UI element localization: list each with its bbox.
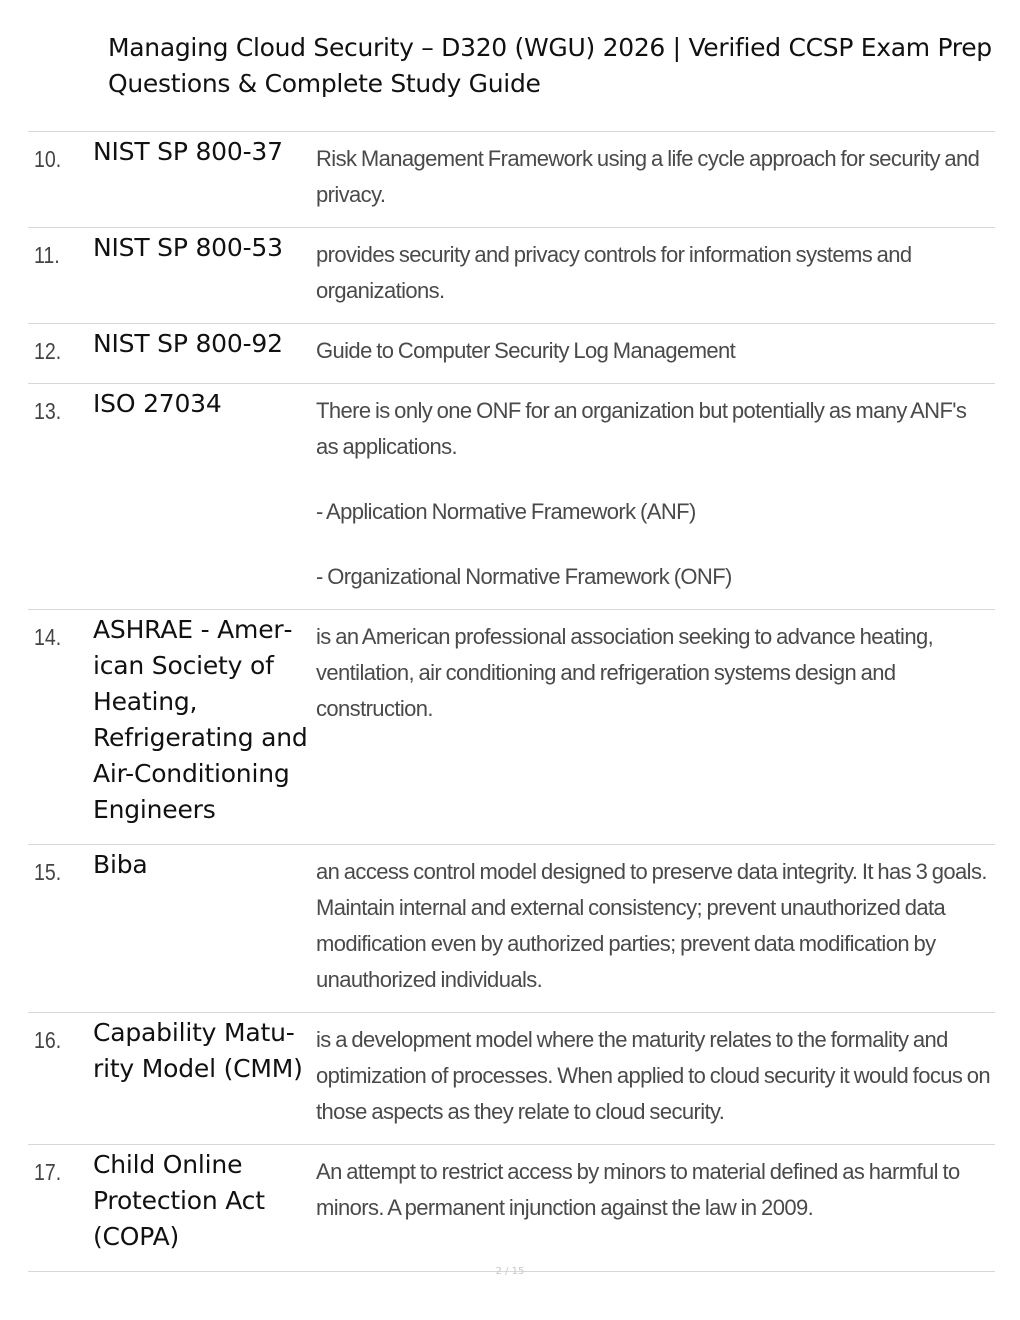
definition	[316, 384, 995, 609]
definition	[316, 610, 995, 844]
definition	[316, 228, 995, 323]
definition	[316, 845, 995, 1012]
row-number: 16.	[33, 1027, 62, 1053]
table-row	[28, 610, 995, 845]
definition-text: There is only one ONF for an organization but potentially as many ANF's as applications.	[316, 398, 967, 459]
flashcard-table	[28, 131, 995, 1272]
definition	[316, 1145, 995, 1271]
table-row	[28, 132, 995, 228]
row-number: 12.	[33, 338, 62, 364]
row-number: 10.	[33, 146, 62, 172]
definition-text: - Application Normative Framework (ANF)	[316, 499, 696, 524]
table-row	[28, 845, 995, 1013]
definition	[316, 132, 995, 227]
term: ASHRAE - American Society of Heating, Refrigerating and Air-Conditioning Engineers	[93, 615, 308, 824]
definition	[316, 324, 995, 383]
definition	[316, 1013, 995, 1144]
table-row	[28, 1013, 995, 1145]
row-number: 11.	[33, 242, 60, 268]
table-row	[28, 1145, 995, 1272]
table-row	[28, 228, 995, 324]
term: NIST SP 800-53	[93, 233, 283, 262]
definition-text: An attempt to restrict access by minors to material defined as harmful to minors. A permanent injunction against the law in 2009.	[316, 1159, 960, 1220]
definition-text: is a development model where the maturity relates to the formality and optimization of processes. When applied to cloud security it would focus on those aspects as they relate to cloud security.	[316, 1027, 991, 1124]
page-number: 2 / 15	[495, 1266, 525, 1277]
definition-text: is an American professional association seeking to advance heating, ventilation, air conditioning and refrigeration systems design and construction.	[316, 624, 934, 721]
term: NIST SP 800-92	[93, 329, 283, 358]
definition-text: Risk Management Framework using a life cycle approach for security and privacy.	[316, 146, 980, 207]
row-number: 13.	[33, 398, 62, 424]
table-row	[28, 324, 995, 384]
definition-text: - Organizational Normative Framework (ONF)	[316, 564, 732, 589]
definition-text: provides security and privacy controls for information systems and organizations.	[316, 242, 912, 303]
term: Capability Maturity Model (CMM)	[93, 1018, 303, 1083]
table-row	[28, 384, 995, 610]
row-number: 14.	[33, 624, 62, 650]
document-title: Managing Cloud Security – D320 (WGU) 2026 | Verified CCSP Exam Prep Questions & Complete Study Guide	[108, 33, 992, 98]
term: ISO 27034	[93, 389, 222, 418]
term: Biba	[93, 850, 148, 879]
row-number: 17.	[33, 1159, 62, 1185]
term: Child Online Protection Act (COPA)	[93, 1150, 265, 1251]
definition-text: Guide to Computer Security Log Management	[316, 338, 736, 363]
definition-text: an access control model designed to preserve data integrity. It has 3 goals. Maintain internal and external consistency; prevent unauthorized data modification even by authorized parties; prevent data modification by unauthorized individuals.	[316, 859, 987, 992]
term: NIST SP 800-37	[93, 137, 283, 166]
row-number: 15.	[33, 859, 62, 885]
